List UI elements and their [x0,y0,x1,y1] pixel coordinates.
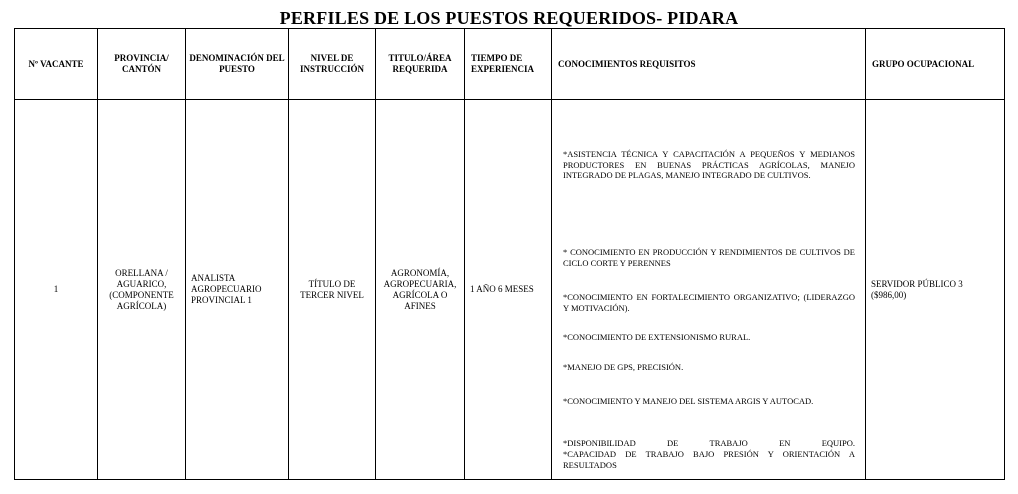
requirement-item: *MANEJO DE GPS, PRECISIÓN. [563,362,684,372]
header-nivel: NIVEL DE INSTRUCCIÓN [289,29,376,100]
cell-conocimientos [552,100,866,480]
cell-nivel: TÍTULO DE TERCER NIVEL [289,100,376,480]
header-tiempo: TIEMPO DE EXPERIENCIA [465,29,552,100]
header-denominacion: DENOMINACIÓN DEL PUESTO [186,29,289,100]
cell-tiempo: 1 AÑO 6 MESES [465,100,552,480]
requirement-item: *CAPACIDAD DE TRABAJO BAJO PRESIÓN Y ORIENTACIÓN A RESULTADOS [563,449,855,470]
requirement-item: *CONOCIMIENTO Y MANEJO DEL SISTEMA ARGIS Y AUTOCAD. [563,396,814,406]
cell-denominacion: ANALISTA AGROPECUARIO PROVINCIAL 1 [186,100,289,480]
requirement-item: *DISPONIBILIDAD DE TRABAJO EN EQUIPO. [563,438,855,448]
requirement-item: *ASISTENCIA TÉCNICA Y CAPACITACIÓN A PEQUEÑOS Y MEDIANOS PRODUCTORES EN BUENAS PRÁCTICAS AGRÍCOLAS, MANEJO INTEGRADO DE PLAGAS, MANEJO INTEGRADO DE CULTIVOS. [563,149,855,180]
table-header-row [15,29,1005,100]
requirement-item: * CONOCIMIENTO EN PRODUCCIÓN Y RENDIMIENTOS DE CULTIVOS DE CICLO CORTE Y PERENNES [563,247,855,268]
cell-provincia: ORELLANA / AGUARICO, (COMPONENTE AGRÍCOLA) [98,100,186,480]
cell-grupo: SERVIDOR PÚBLICO 3 ($986,00) [866,100,1005,480]
table-row [15,100,1005,480]
job-profiles-table [14,28,1005,480]
document-title: PERFILES DE LOS PUESTOS REQUERIDOS- PIDARA [279,8,739,28]
header-vacante: Nº VACANTE [15,29,98,100]
header-conocimientos: CONOCIMIENTOS REQUISITOS [552,29,866,100]
header-provincia: PROVINCIA/ CANTÓN [98,29,186,100]
header-grupo: GRUPO OCUPACIONAL [866,29,1005,100]
requirement-item: *CONOCIMIENTO DE EXTENSIONISMO RURAL. [563,332,751,342]
requirement-item: *CONOCIMIENTO EN FORTALECIMIENTO ORGANIZATIVO; (LIDERAZGO Y MOTIVACIÓN). [563,292,855,313]
cell-titulo: AGRONOMÍA, AGROPECUARIA, AGRÍCOLA O AFINES [376,100,465,480]
header-titulo: TITULO/ÁREA REQUERIDA [376,29,465,100]
cell-vacante: 1 [15,100,98,480]
